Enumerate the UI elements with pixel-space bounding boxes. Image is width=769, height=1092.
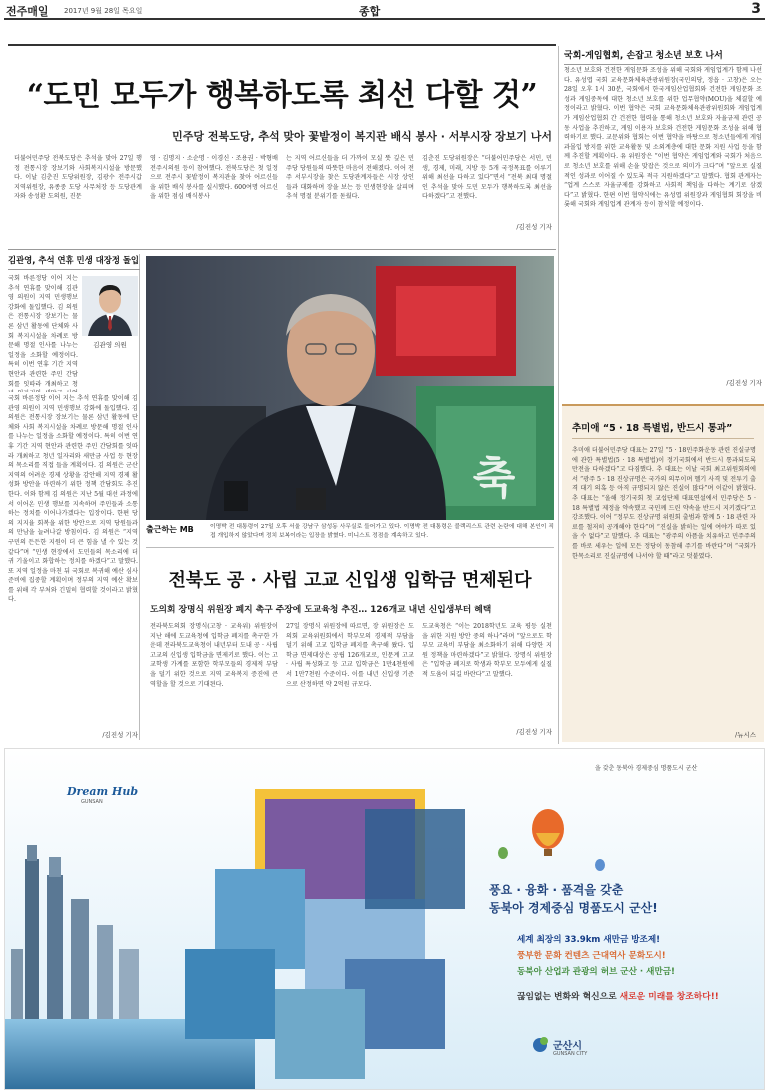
advertisement xyxy=(4,748,765,1090)
ad-artwork xyxy=(5,749,765,1090)
photo-caption-label: 출근하는 MB xyxy=(146,525,194,534)
person-icon xyxy=(82,276,138,336)
ad-point-1: 세계 최장의 33.9km 새만금 방조제! xyxy=(517,935,661,945)
ad-brand-sub: GUNSAN xyxy=(81,799,103,805)
profile-body-continued: 국회 바른정당 이어 지는 추석 연휴를 맞이해 김관영 의원이 지역 민생행보 강화에 돌입했다. 김 의원은 전통시장 장보기는 물론 삼년 활동에 단체와 사회 복지시설을 차례로 방문해 명절 인사를 나누는 일정을 소화할 예정이다. 특히 이번 연휴 기간 지역 현안과 관련한 주민 간담회를 잇따라 개최하고 청년 일자리와 새만금 사업 등 현장의 목소리를 직접 들을 계획이다. 김 의원은 군산 지역의 어려운 경제 상황을 감안해 지역 경제 활성화 방안을 마련하기 위한 정책 간담회도 추진한다. 이와 함께 김 의원은 지난 5월 대선 과정에서 이어온 민생 행보를 지속하며 주민들과 소통하는 정치를 이어나가겠다는 입장이다. 한편 당의 지지율 회복을 위한 방안으로 지역 당원들과의 만남을 늘려나갈 방침이다. 김 의원은 “지역구민의 든든한 지원이 더 큰 힘을 낼 수 있는 것 같다”며 “민생 현장에서 도민들의 목소리에 더 귀 기울이고 화합하는 정치를 하겠다”고 말했다. 또 지역 일정을 마친 뒤 국회로 복귀해 예산 심사 준비에 집중할 계획이며 정부의 지역 예산 확보를 위해 각 부처와 긴밀히 협력할 것이라고 밝혔다. xyxy=(8,395,138,604)
ad-brand: Dream Hub xyxy=(67,785,139,798)
ad-headline-1: 풍요 · 융화 · 품격을 갖춘 xyxy=(489,883,624,897)
school-subhead: 도의회 장명식 위원장 폐지 촉구 주장에 도교육청 추진… 126개교 내년 신입생부터 혜택 xyxy=(150,605,492,615)
ad-slogan xyxy=(517,989,762,1002)
lead-col-3: 는 지역 어르신들을 더 가까이 모실 뜻 깊은 민주당 당원들의 따뜻한 마음이 전해졌다. 이어 전주 서부시장을 찾은 도당관계자들은 시장 상인들과 대화하며 장을 보는 등 민생현장을 살피며 추석 명절 분위기를 돋웠다. xyxy=(286,155,414,201)
school-col-2: 27일 장명식 위원장에 따르면, 장 위원장은 도의회 교육위원회에서 학부모의 경제적 부담을 덜기 위해 고교 입학금 폐지를 촉구해 왔다. 입학금 면제대상은 공립 126개교로, 인문계 고교 · 사립 특성화고 등 고교 입학금은 1만4천원에서 1만7천원 수준이다. 이를 내년 신입생 기준으로 산정하면 약 2억원 규모다. xyxy=(286,623,414,688)
school-col-3: 도교육청은 “이는 2018학년도 교육 평등 실천을 위한 지원 방안 중의 하나”라며 “앞으로도 학부모 교육비 부담을 최소화하기 위해 다양한 지원 정책을 마련하겠다”고 밝혔다. 장명식 위원장은 “입학금 폐지로 학생과 학부모 모두에게 실질적 도움이 되길 바란다”고 말했다. xyxy=(422,623,552,678)
right-byline: /김진성 기자 xyxy=(726,379,762,387)
lead-col-1: 더불어민주당 전북도당은 추석을 맞아 27일 행정 전통시장 장보기와 사회복지시설을 방문했다. 이날 김춘진 도당위원장, 김광수 전주시갑 지역위원장, 유종중 도당 사무처장 등 도당관계자와 송성환 도의원, 진문 xyxy=(14,155,142,201)
boxed-article xyxy=(562,404,764,742)
boxed-divider xyxy=(572,438,754,439)
ad-point-2: 풍부한 문화 컨텐츠 근대역사 문화도시! xyxy=(517,951,666,961)
right-body: 청소년 보호와 건전한 게임문화 조성을 위해 국회와 게임업계가 함께 나선다. 유성엽 국회 교육문화체육관광위원장(국민의당, 정읍 · 고창)은 오는 28일 오후 1시 30분, 국회에서 한국게임산업협회와 건전한 게임문화 조성과 게임중독에 대한 청소년 보호를 위한 업무협약(MOU)을 체결할 예정이라고 밝혔다. 이번 협약은 국회 교육문화체육관광위원회와 게임업계가 게임산업협회 간 건전한 협력을 통해 청소년 보호와 자율규제 관련 공동 사업을 추진하고, 게임 이용자 보호와 건전한 게임문화 조성을 위해 협력하기로 했다. 교문위와 협회는 이번 협약을 바탕으로 청소년들에게 게임 과몰입 방지를 위한 교육활동 및 소외계층에 대한 문화 지원 사업 등을 함께 추진할 계획이다. 유 위원장은 “이번 협약은 게임업계와 국회가 처음으로 청소년 보호를 위해 손을 맞잡은 것으로 의미가 크다”며 “앞으로 실질적인 성과로 이어질 수 있도록 적극 지원하겠다”고 말했다. 협회 관계자는 “업계 스스로 자율규제를 강화하고 사회적 책임을 다하는 계기로 삼겠다”고 밝혔다. 한편 이번 협약식에는 유성엽 위원장과 게임협회 회장을 비롯해 국회와 게임업계 관계자 등이 참석할 예정이다. xyxy=(564,67,762,209)
page-number: 3 xyxy=(751,1,761,17)
right-article xyxy=(564,48,762,388)
issue-date: 2017년 9월 28일 목요일 xyxy=(64,7,143,15)
ad-headline-2: 동북아 경제중심 명품도시 군산! xyxy=(489,901,658,915)
ad-slogan-b: 새로운 미래를 창조하다!! xyxy=(619,992,719,1002)
lead-article xyxy=(8,44,556,250)
portrait-photo xyxy=(82,276,138,336)
photo-caption-text: 이명박 전 대통령이 27일 오후 서울 강남구 삼성동 사무실로 들어가고 있다. 이명박 전 대통령은 블랙리스트 관련 논란에 대해 본인이 직접 개입하지 않았다며 정치 보복이라는 입장을 밝혔다. 미니스트 정점을 계속하고 있다. xyxy=(210,524,554,539)
boxed-body: 추미애 더불어민주당 대표는 27일 “5 · 18민주화운동 관련 진실규명에 관한 특별법(5 · 18 특별법)이 정기국회에서 반드시 통과되도록 만전을 다하겠다”고 다짐했다. 추 대표는 이날 국회 최고위원회의에서 “광주 5 · 18 진상규명은 국가의 의무이며 헬기 사격 및 전투기 출격 대기 의혹 등 아직 규명되지 않은 진실이 많다”며 이같이 밝혔다. 추 대표는 “올해 정기국회 첫 교섭단체 대표연설에서 민주당은 5 · 18 특별법 제정을 약속했고 국민께 드린 약속을 반드시 지키겠다”고 강조했다. 이어 “정부도 진상규명 위원회 출범과 함께 5 · 18 관련 자료를 철저히 공개해야 한다”며 “진실을 밝히는 일에 여야가 따로 있을 수 없다”고 말했다. 추 대표는 “광주의 아픔을 치유하고 민주주의를 바로 세우는 일에 모든 정당이 동참해 주기를 바란다”며 “국회가 한목소리로 진실규명에 나서야 할 때”라고 덧붙였다. xyxy=(572,447,756,560)
masthead xyxy=(4,0,765,20)
ad-slogan-a: 끊임없는 변화와 혁신으로 xyxy=(517,992,620,1002)
ad-city-name: 군산시 xyxy=(553,1041,582,1052)
column-divider xyxy=(558,46,559,744)
boxed-byline: /뉴시스 xyxy=(734,731,756,739)
right-headline: 국회-게임협회, 손잡고 청소년 보호 나서 xyxy=(564,48,762,65)
school-byline: /김진성 기자 xyxy=(516,728,552,736)
profile-body-rest xyxy=(8,394,138,730)
lead-col-2: 영 · 김명지 · 소순명 · 이경신 · 조용권 · 박형배 전주시의원 등이 참여했다. 전북도당은 첫 일정으로 전주시 꽃밭정이 복지관을 찾아 어르신들을 위한 배식 봉사를 실시했다. 600여명 어르신을 위한 점심 배식봉사 xyxy=(150,155,278,201)
profile-headline: 김관영, 추석 연휴 민생 대장정 돌입 xyxy=(8,254,140,270)
school-col-1: 전라북도의회 장명식(고창 · 교육위) 위원장이 지난 해에 도교육청에 입학금 폐지를 촉구한 가운데 전라북도교육청이 내년부터 도내 공 · 사립 고교의 신입생 입학금을 면제키로 했다. 이는 고교학생 가계를 포함한 학부모들의 경제적 부담을 덜기 위한 것으로 지역 교육복지 증진에 큰 역할을 할 것으로 기대된다. xyxy=(150,623,278,688)
ad-point-3: 동북아 산업과 관광의 허브 군산 · 새만금! xyxy=(517,967,675,977)
paper-name: 전주매일 xyxy=(6,5,49,18)
profile-byline: /김진성 기자 xyxy=(102,731,138,739)
profile-article xyxy=(6,254,140,740)
photo-divider xyxy=(146,547,554,548)
boxed-headline: 추미애 “5 · 18 특별법, 반드시 통과” xyxy=(572,423,733,434)
ad-tagline-top: 을 갖춘 동북아 경제중심 명품도시 군산 xyxy=(595,765,698,772)
photo-sign-text: 축 xyxy=(472,453,516,504)
lead-byline: /김진성 기자 xyxy=(516,223,552,231)
news-photo xyxy=(146,256,554,520)
lead-subhead: 민주당 전북도당, 추석 맞아 꽃밭정이 복지관 배식 봉사 · 서부시장 장보기 나서 xyxy=(172,130,552,143)
ad-city-en: GUNSAN CITY xyxy=(553,1051,588,1057)
section-name: 종합 xyxy=(359,5,381,18)
portrait-caption: 김관영 의원 xyxy=(93,341,127,349)
profile-body: 국회 바른정당 이어 지는 추석 연휴를 맞이해 김관영 의원이 지역 민생행보 강화에 돌입했다. 김 의원은 전통시장 장보기는 물론 삼년 활동에 단체와 사회 복지시설을 차례로 방문해 명절 인사를 나누는 일정을 소화할 예정이다. 특히 이번 연휴 기간 지역 현안과 관련한 주민 간담회를 잇따라 개최하고 청 xyxy=(8,275,78,388)
school-headline: 전북도 공 · 사립 고교 신입생 입학금 면제된다 xyxy=(168,570,532,591)
lead-headline: “도민 모두가 행복하도록 최선 다할 것” xyxy=(26,78,538,113)
lead-col-4: 김춘진 도당위원장은 “더불어민주당은 서민, 민생, 경제, 미래, 지방 등 5개 국정목표를 이루기 위해 최선을 다하고 있다”면서 “전북 최대 명절인 추석을 맞아 도민 모두가 행복하도록 최선을 다하겠다”고 전했다. xyxy=(422,155,552,201)
profile-body-top xyxy=(8,274,78,392)
